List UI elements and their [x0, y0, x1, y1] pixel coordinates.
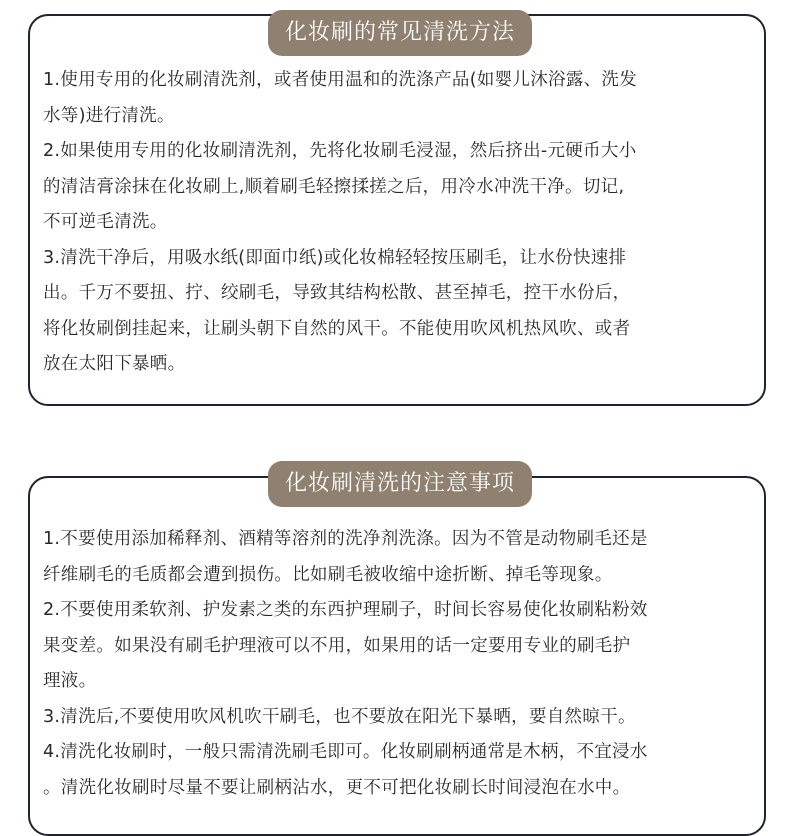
text-line: 不可逆毛清洗。 [43, 212, 168, 232]
cleaning-notes-card [28, 471, 766, 836]
text-line: 1.不要使用添加稀释剂、酒精等溶剂的洗净剂洗涤。因为不管是动物刷毛还是 [43, 529, 648, 549]
section-title-cleaning-methods: 化妆刷的常见清洗方法 [268, 10, 532, 56]
text-line: 果变差。如果没有刷毛护理液可以不用，如果用的话一定要用专业的刷毛护 [43, 635, 631, 656]
note-item-3 [43, 700, 754, 736]
text-line: 2.不要使用柔软剂、护发素之类的东西护理刷子，时间长容易使化妆刷粘粉效 [43, 600, 648, 620]
note-item-1 [43, 522, 754, 593]
text-line: 水等)进行清洗。 [43, 105, 175, 126]
text-line: 3.清洗干净后，用吸水纸(即面巾纸)或化妆棉轻轻按压刷毛，让水份快速排 [43, 247, 627, 268]
text-line: 3.清洗后,不要使用吹风机吹干刷毛，也不要放在阳光下暴晒，要自然晾干。 [43, 706, 636, 727]
section-title-cleaning-notes: 化妆刷清洗的注意事项 [268, 461, 532, 507]
note-item-2 [43, 593, 754, 700]
cleaning-methods-card [28, 14, 766, 406]
method-item-3 [43, 241, 754, 383]
text-line: 的清洁膏涂抹在化妆刷上,顺着刷毛轻擦揉搓之后，用冷水冲洗干净。切记, [43, 176, 625, 197]
method-item-2 [43, 134, 754, 241]
note-item-4 [43, 735, 754, 806]
text-line: 。清洗化妆刷时尽量不要让刷柄沾水，更不可把化妆刷长时间浸泡在水中。 [43, 777, 631, 798]
cleaning-methods-body [43, 63, 754, 383]
text-line: 理液。 [43, 671, 97, 691]
text-line: 2.如果使用专用的化妆刷清洗剂，先将化妆刷毛浸湿，然后挤出-元硬币大小 [43, 141, 637, 161]
text-line: 1.使用专用的化妆刷清洗剂，或者使用温和的洗涤产品(如婴儿沐浴露、洗发 [43, 70, 638, 90]
text-line: 4.清洗化妆刷时，一般只需清洗刷毛即可。化妆刷刷柄通常是木柄，不宜浸水 [43, 742, 648, 762]
cleaning-notes-body [43, 522, 754, 806]
method-item-1 [43, 63, 754, 134]
text-line: 放在太阳下暴晒。 [43, 354, 186, 374]
text-line: 纤维刷毛的毛质都会遭到损伤。比如刷毛被收缩中途折断、掉毛等现象。 [43, 564, 613, 585]
text-line: 将化妆刷倒挂起来，让刷头朝下自然的风干。不能使用吹风机热风吹、或者 [43, 318, 631, 339]
text-line: 出。千万不要扭、拧、绞刷毛，导致其结构松散、甚至掉毛，控干水份后， [43, 283, 631, 303]
